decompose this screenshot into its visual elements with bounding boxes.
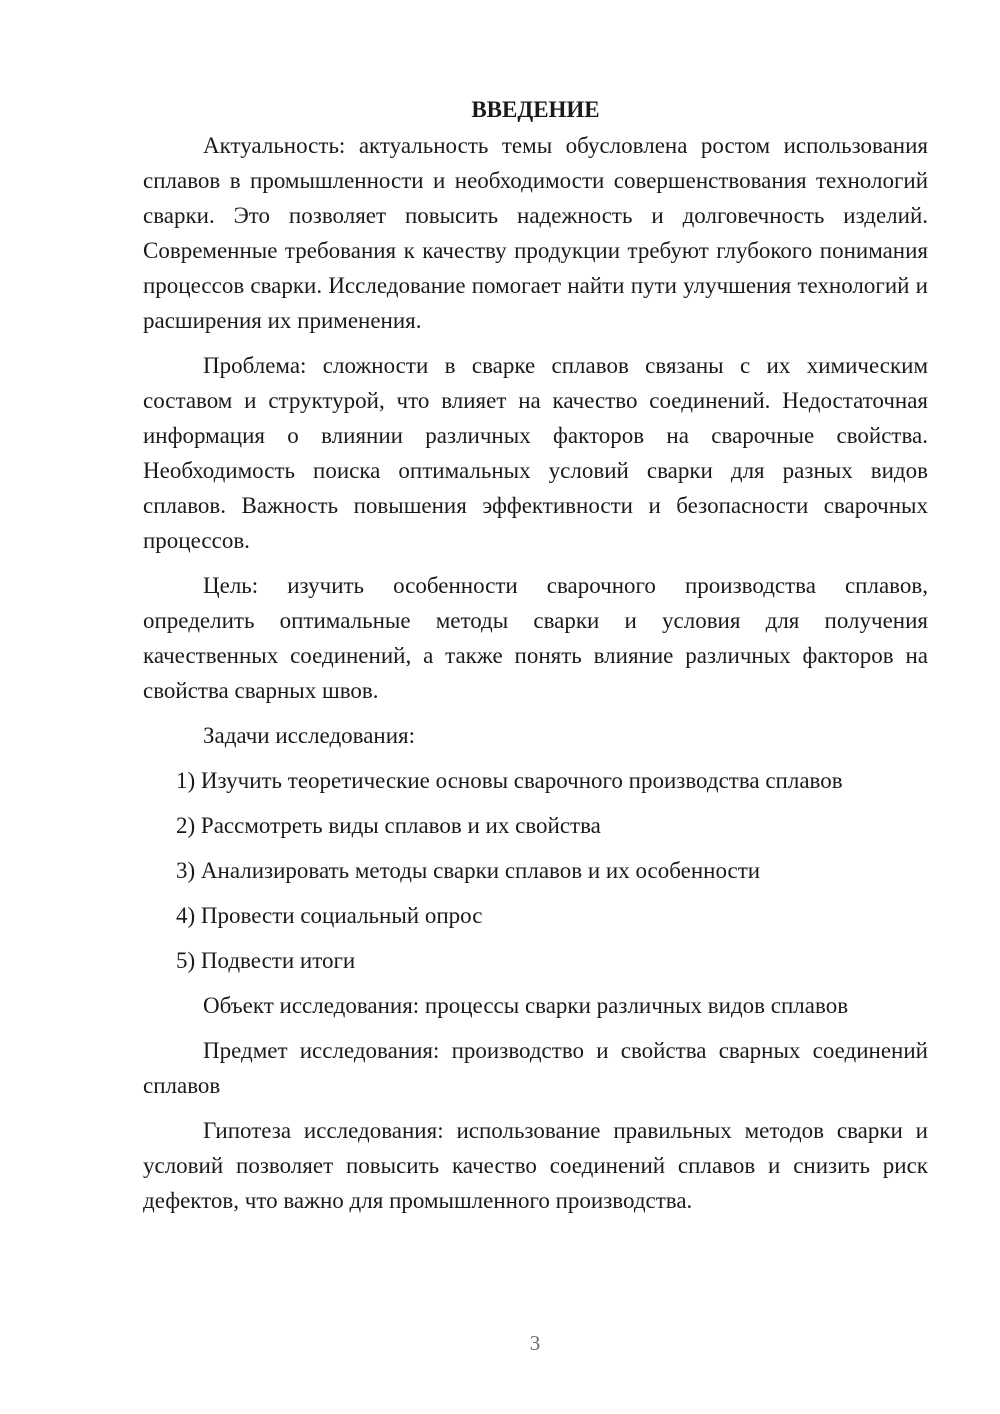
paragraph-goal: Цель: изучить особенности сварочного производства сплавов, определить оптимальные методы сварки и условия для получения качественных соединений, а также понять влияние различных факторов на свойства сварных швов. [143, 573, 928, 703]
document-page [143, 92, 928, 1228]
list-item: 1) Изучить теоретические основы сварочного производства сплавов [176, 768, 843, 793]
tasks-heading: Задачи исследования: [203, 723, 416, 748]
page-number: 3 [529, 1331, 541, 1355]
paragraph-relevance: Актуальность: актуальность темы обусловлена ростом использования сплавов в промышленности и необходимости совершенствования технологий сварки. Это позволяет повысить надежность и долговечность изделий. Современные требования к качеству продукции требуют глубокого понимания процессов сварки. Исследование помогает найти пути улучшения технологий и расширения их применения. [143, 133, 928, 333]
section-title: ВВЕДЕНИЕ [471, 97, 600, 122]
list-item: 4) Провести социальный опрос [176, 903, 483, 928]
list-item: 5) Подвести итоги [176, 948, 356, 973]
tasks-list [143, 763, 928, 978]
paragraph-hypothesis: Гипотеза исследования: использование правильных методов сварки и условий позволяет повысить качество соединений сплавов и снизить риск дефектов, что важно для промышленного производства. [143, 1118, 928, 1213]
paragraph-subject: Предмет исследования: производство и свойства сварных соединений сплавов [143, 1038, 928, 1098]
paragraph-object: Объект исследования: процессы сварки различных видов сплавов [203, 993, 849, 1018]
paragraph-problem: Проблема: сложности в сварке сплавов связаны с их химическим составом и структурой, что влияет на качество соединений. Недостаточная информация о влиянии различных факторов на сварочные свойства. Необходимость поиска оптимальных условий сварки для разных видов сплавов. Важность повышения эффективности и безопасности сварочных процессов. [143, 353, 928, 553]
list-item: 2) Рассмотреть виды сплавов и их свойства [176, 813, 601, 838]
list-item: 3) Анализировать методы сварки сплавов и их особенности [176, 858, 761, 883]
